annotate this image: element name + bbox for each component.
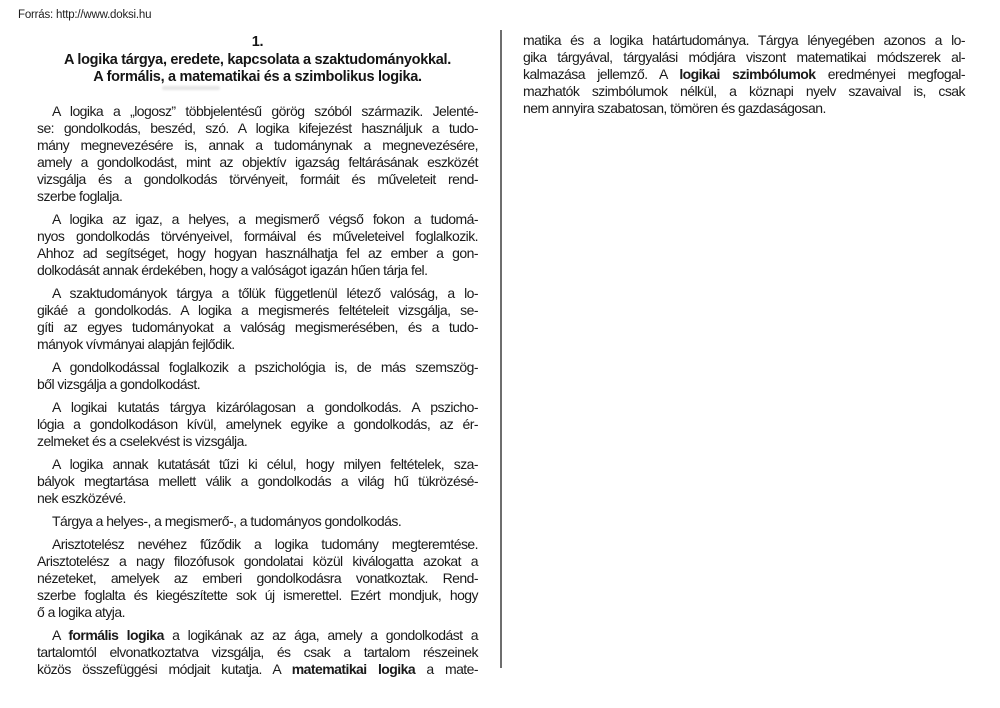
text-line bbox=[37, 553, 478, 570]
text-run: ő a logika atyja. bbox=[37, 603, 125, 620]
text-run: A logika az igaz, a helyes, a megismerő végső fokon a tudomá- bbox=[52, 210, 478, 227]
text-line bbox=[37, 490, 478, 507]
text-line bbox=[37, 644, 478, 661]
paragraph bbox=[37, 285, 478, 353]
text-line bbox=[37, 211, 478, 228]
paragraph bbox=[37, 627, 478, 678]
source-note: Forrás: http://www.doksi.hu bbox=[18, 9, 152, 21]
left-column bbox=[37, 34, 478, 678]
text-line bbox=[37, 456, 478, 473]
title-number: 1. bbox=[251, 34, 264, 50]
text-line bbox=[37, 359, 478, 376]
text-line bbox=[37, 661, 478, 678]
text-line bbox=[37, 302, 478, 319]
text-line bbox=[37, 171, 478, 188]
text-line bbox=[37, 604, 478, 621]
text-run: se: gondolkodás, beszéd, szó. A logika kifejezést használjuk a tudo- bbox=[37, 119, 478, 136]
text-line bbox=[523, 66, 965, 83]
text-run: matika és a logika határtudománya. Tárgya lényegében azonos a lo- bbox=[523, 32, 965, 48]
text-run: A bbox=[52, 626, 69, 643]
text-line bbox=[37, 416, 478, 433]
paragraph bbox=[37, 536, 478, 621]
text-line bbox=[37, 587, 478, 604]
text-run: gika tárgyával, tárgyalási módjára viszont matematikai módszerek al- bbox=[523, 49, 965, 65]
text-line bbox=[37, 376, 478, 393]
text-run: nek eszközévé. bbox=[37, 489, 126, 506]
text-run: A logika a „logosz” többjelentésű görög szóból származik. Jelenté- bbox=[52, 102, 478, 119]
text-run: Arisztotelész a nagy filozófusok gondolatai közül kiválogatta azokat a bbox=[37, 552, 478, 569]
text-run: gikáé a gondolkodás. A logika a megismerés feltételeit vizsgálja, se- bbox=[37, 301, 478, 318]
text-line bbox=[37, 228, 478, 245]
text-run: A logika annak kutatását tűzi ki célul, hogy milyen feltételek, sza- bbox=[52, 455, 478, 472]
text-run: mazhatók szimbólumok nélkül, a köznapi nyelv szavaival is, csak bbox=[523, 83, 965, 99]
text-run: nézeteket, amelyek az emberi gondolkodásra vonatkoztak. Rend- bbox=[37, 569, 478, 586]
text-run: A gondolkodással foglalkozik a pszichológia is, de más szemszög- bbox=[52, 358, 478, 375]
text-run: gíti az egyes tudományokat a valóság megismerésében, és a tudo- bbox=[37, 318, 478, 335]
text-line bbox=[523, 100, 965, 117]
text-line bbox=[37, 627, 478, 644]
text-run: mányok vívmányai alapján fejlődik. bbox=[37, 335, 235, 352]
text-line bbox=[37, 570, 478, 587]
text-line bbox=[37, 285, 478, 302]
bold-term: matematikai logika bbox=[291, 660, 416, 677]
right-column-paragraphs bbox=[523, 32, 965, 117]
paragraph bbox=[37, 103, 478, 205]
text-line bbox=[37, 536, 478, 553]
text-run: zelmeket és a cselekvést is vizsgálja. bbox=[37, 432, 248, 449]
text-run: a logikának az az ága, amely a gondolkodást a bbox=[163, 626, 479, 643]
text-line bbox=[523, 49, 965, 66]
text-run: nyos gondolkodás törvényeivel, formáival és műveleteivel foglalkozik. bbox=[37, 227, 478, 244]
text-line bbox=[37, 336, 478, 353]
title-line-2: A formális, a matematikai és a szimbolikus logika. bbox=[93, 69, 422, 85]
text-run: bályok megtartása mellett válik a gondolkodás a világ hű tükrözésé- bbox=[37, 472, 478, 489]
text-line bbox=[37, 262, 478, 279]
text-line bbox=[37, 154, 478, 171]
text-line bbox=[37, 473, 478, 490]
bold-term: logikai szimbólumok bbox=[679, 66, 816, 82]
text-run: A logikai kutatás tárgya kizárólagosan a gondolkodás. A pszicho- bbox=[52, 398, 478, 415]
text-run: eredményei megfogal- bbox=[815, 66, 965, 82]
title-line-1: A logika tárgya, eredete, kapcsolata a szaktudományokkal. bbox=[64, 51, 451, 68]
text-line bbox=[37, 137, 478, 154]
scan-smudge-artifact bbox=[162, 86, 220, 90]
text-run: lógia a gondolkodáson kívül, amelynek egyike a gondolkodás, az ér- bbox=[37, 415, 478, 432]
text-run: Ahhoz ad segítséget, hogy hogyan használhatja fel az ember a gon- bbox=[37, 244, 478, 261]
paragraph bbox=[37, 513, 478, 530]
text-run: a mate- bbox=[415, 660, 478, 677]
text-run: Arisztotelész nevéhez fűződik a logika tudomány megteremtése. bbox=[52, 535, 478, 552]
paragraph bbox=[37, 359, 478, 393]
paragraph bbox=[37, 456, 478, 507]
text-line bbox=[523, 83, 965, 100]
text-line bbox=[523, 32, 965, 49]
text-run: szerbe foglalja. bbox=[37, 187, 123, 204]
right-column bbox=[523, 32, 965, 117]
text-run: A szaktudományok tárgya a tőlük függetlenül létező valóság, a lo- bbox=[52, 284, 478, 301]
text-run: vizsgálja és a gondolkodás törvényeit, formáit és műveleteit rend- bbox=[37, 170, 478, 187]
text-run: mány megnevezésére is, annak a tudománynak a megnevezésére, bbox=[37, 136, 478, 153]
text-line bbox=[37, 188, 478, 205]
text-run: Tárgya a helyes-, a megismerő-, a tudományos gondolkodás. bbox=[52, 512, 402, 529]
text-line bbox=[37, 319, 478, 336]
column-divider-line bbox=[500, 30, 502, 668]
text-line bbox=[37, 433, 478, 450]
text-line bbox=[37, 120, 478, 137]
text-run: tartalomtól elvonatkoztatva vizsgálja, és csak a tartalom részeinek bbox=[37, 643, 478, 660]
text-run: nem annyira szabatosan, tömören és gazdaságosan. bbox=[523, 100, 826, 116]
text-line bbox=[37, 245, 478, 262]
text-run: szerbe foglalta és kiegészítette sok új ismerettel. Ezért mondjuk, hogy bbox=[37, 586, 478, 603]
paragraph bbox=[37, 211, 478, 279]
text-run: ből vizsgálja a gondolkodást. bbox=[37, 375, 201, 392]
text-run: kalmazása jellemző. A bbox=[523, 66, 680, 82]
text-run: dolkodását annak érdekében, hogy a valóságot igazán hűen tárja fel. bbox=[37, 261, 428, 278]
paragraph bbox=[37, 399, 478, 450]
text-run: közös összefüggési módjait kutatja. A bbox=[37, 660, 292, 677]
text-line bbox=[37, 399, 478, 416]
document-title bbox=[37, 34, 478, 87]
left-column-paragraphs bbox=[37, 103, 478, 678]
text-run: amely a gondolkodást, mint az objektív igazság feltárásának eszközét bbox=[37, 153, 478, 170]
text-line bbox=[37, 103, 478, 120]
paragraph bbox=[523, 32, 965, 117]
text-line bbox=[37, 513, 478, 530]
bold-term: formális logika bbox=[68, 626, 164, 643]
